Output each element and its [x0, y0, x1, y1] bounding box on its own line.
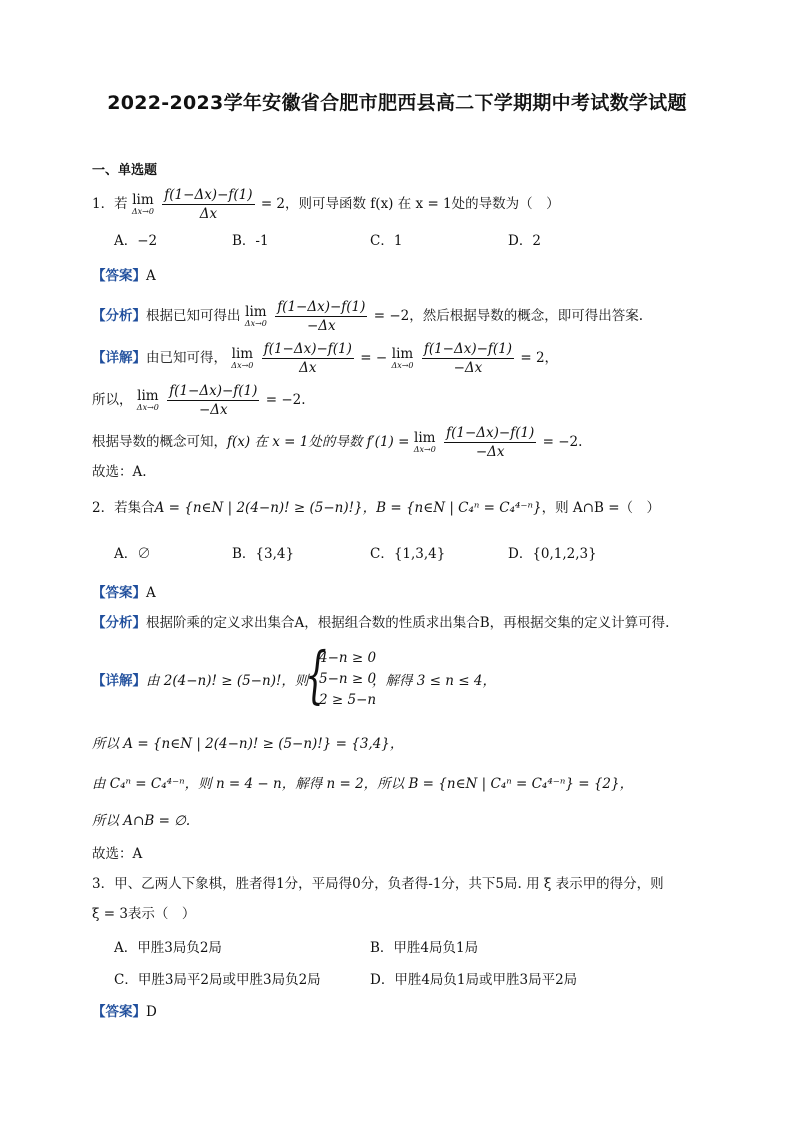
q1-so: 所以， lim Δx→0 $\frac{f(1-\Delta x)-f(1)}{-\Delta x}$ = −2.	[92, 383, 306, 418]
answer-tag: 【答案】	[92, 1004, 146, 1020]
q1-concept: 根据导数的概念可知，f(x) 在 x = 1处的导数 f′(1) = lim Δx→0 $\frac{f(1-\Delta x)-f(1)}{-\Delta x}$ = −2.	[92, 425, 583, 460]
q2-detail-result: ，解得 3 ≤ n ≤ 4，	[372, 673, 496, 689]
question-1	[92, 186, 560, 223]
answer-tag: 【答案】	[92, 268, 146, 284]
q1-option-b: B．-1	[232, 233, 269, 249]
q1-option-c: C．1	[370, 233, 403, 249]
q2-option-b: B．{3,4}	[232, 546, 295, 562]
inequality-system: { 4−n ≥ 0 5−n ≥ 0 2 ≥ 5−n	[305, 638, 377, 711]
q2-from-b: 由 C₄ⁿ = C₄⁴⁻ⁿ，则 n = 4 − n，解得 n = 2，所以 B = {n∈N | C₄ⁿ = C₄⁴⁻ⁿ} = {2}，	[92, 776, 634, 792]
q3-option-a: A．甲胜3局负2局	[114, 940, 222, 956]
detail-fraction-2: $\frac{f(1-\Delta x)-f(1)}{-\Delta x}$	[423, 341, 513, 376]
q1-option-a: A．−2	[114, 233, 158, 249]
set-a: A = {n∈N | 2(4−n)! ≥ (5−n)!}	[154, 500, 363, 516]
limit-symbol: lim Δx→0	[231, 346, 254, 370]
q1-option-d: D．2	[508, 233, 541, 249]
limit-symbol: lim Δx→0	[244, 304, 267, 328]
question-3-line-1: 3．甲、乙两人下象棋，胜者得1分，平局得0分，负者得-1分，共下5局. 用 ξ 表示甲的得分，则	[92, 876, 664, 892]
limit-symbol: lim Δx→0	[413, 430, 436, 454]
q3-option-c: C．甲胜3局平2局或甲胜3局负2局	[114, 972, 321, 988]
left-brace: {	[305, 638, 327, 711]
detail-fraction-1: $\frac{f(1-\Delta x)-f(1)}{\Delta x}$	[263, 341, 352, 376]
limit-symbol: lim Δx→0	[391, 346, 414, 370]
detail-tag: 【详解】	[92, 350, 146, 366]
q3-answer: 【答案】D	[92, 1004, 157, 1020]
q1-analysis: 【分析】根据已知可得出 lim Δx→0 $\frac{f(1-\Delta x)-f(1)}{-\Delta x}$ = −2，然后根据导数的概念，即可得出答案.	[92, 299, 644, 334]
q2-choose: 故选：A	[92, 846, 143, 862]
q2-option-c: C．{1,3,4}	[370, 546, 446, 562]
section-heading: 一、单选题	[92, 163, 158, 178]
q1-choose: 故选：A.	[92, 464, 147, 480]
concept-fraction: $\frac{f(1-\Delta x)-f(1)}{-\Delta x}$	[446, 425, 535, 460]
question-2: 2．若集合A = {n∈N | 2(4−n)! ≥ (5−n)!}，B = {n∈N | C₄ⁿ = C₄⁴⁻ⁿ}，则 A∩B =（ ）	[92, 500, 661, 516]
q2-option-d: D．{0,1,2,3}	[508, 546, 597, 562]
q3-option-d: D．甲胜4局负1局或甲胜3局平2局	[370, 972, 578, 988]
q2-analysis: 【分析】根据阶乘的定义求出集合A，根据组合数的性质求出集合B，再根据交集的定义计算可得.	[92, 615, 670, 631]
q1-detail: 【详解】由已知可得， lim Δx→0 $\frac{f(1-\Delta x)-f(1)}{\Delta x}$ = − lim Δx→0 $\frac{f(1-\Delta x)-f(1)}{-\Delta x}$ = 2，	[92, 341, 559, 376]
q1-question-tail: ，则可导函数 f(x) 在 x = 1处的导数为（ ）	[285, 196, 560, 212]
limit-symbol: lim Δx→0	[136, 388, 159, 412]
set-b: ，B = {n∈N | C₄ⁿ = C₄⁴⁻ⁿ}	[362, 500, 542, 516]
q2-detail: 【详解】由 2(4−n)! ≥ (5−n)!，则	[92, 673, 309, 689]
analysis-tag: 【分析】	[92, 615, 146, 631]
page-title: 2022-2023学年安徽省合肥市肥西县高二下学期期中考试数学试题	[107, 92, 687, 114]
answer-tag: 【答案】	[92, 585, 146, 601]
question-3-line-2: ξ = 3表示（ ）	[92, 906, 196, 922]
analysis-tag: 【分析】	[92, 308, 146, 324]
q3-option-b: B．甲胜4局负1局	[370, 940, 479, 956]
q2-so-a: 所以 A = {n∈N | 2(4−n)! ≥ (5−n)!} = {3,4}，	[92, 736, 404, 752]
q1-answer: 【答案】A	[92, 268, 156, 284]
detail-tag: 【详解】	[92, 673, 146, 689]
q1-fraction: $\frac{f(1-\Delta x)-f(1)}{\Delta x}$	[164, 187, 253, 222]
limit-symbol: lim Δx→0	[131, 192, 154, 216]
analysis-fraction: $\frac{f(1-\Delta x)-f(1)}{-\Delta x}$	[277, 299, 366, 334]
q2-so-intersection: 所以 A∩B = ∅.	[92, 813, 191, 829]
q1-number: 1．若	[92, 196, 128, 212]
so-fraction: $\frac{f(1-\Delta x)-f(1)}{-\Delta x}$	[169, 383, 258, 418]
q2-option-a: A．∅	[114, 546, 151, 562]
q2-answer: 【答案】A	[92, 585, 156, 601]
q1-equals: = 2	[260, 196, 286, 212]
